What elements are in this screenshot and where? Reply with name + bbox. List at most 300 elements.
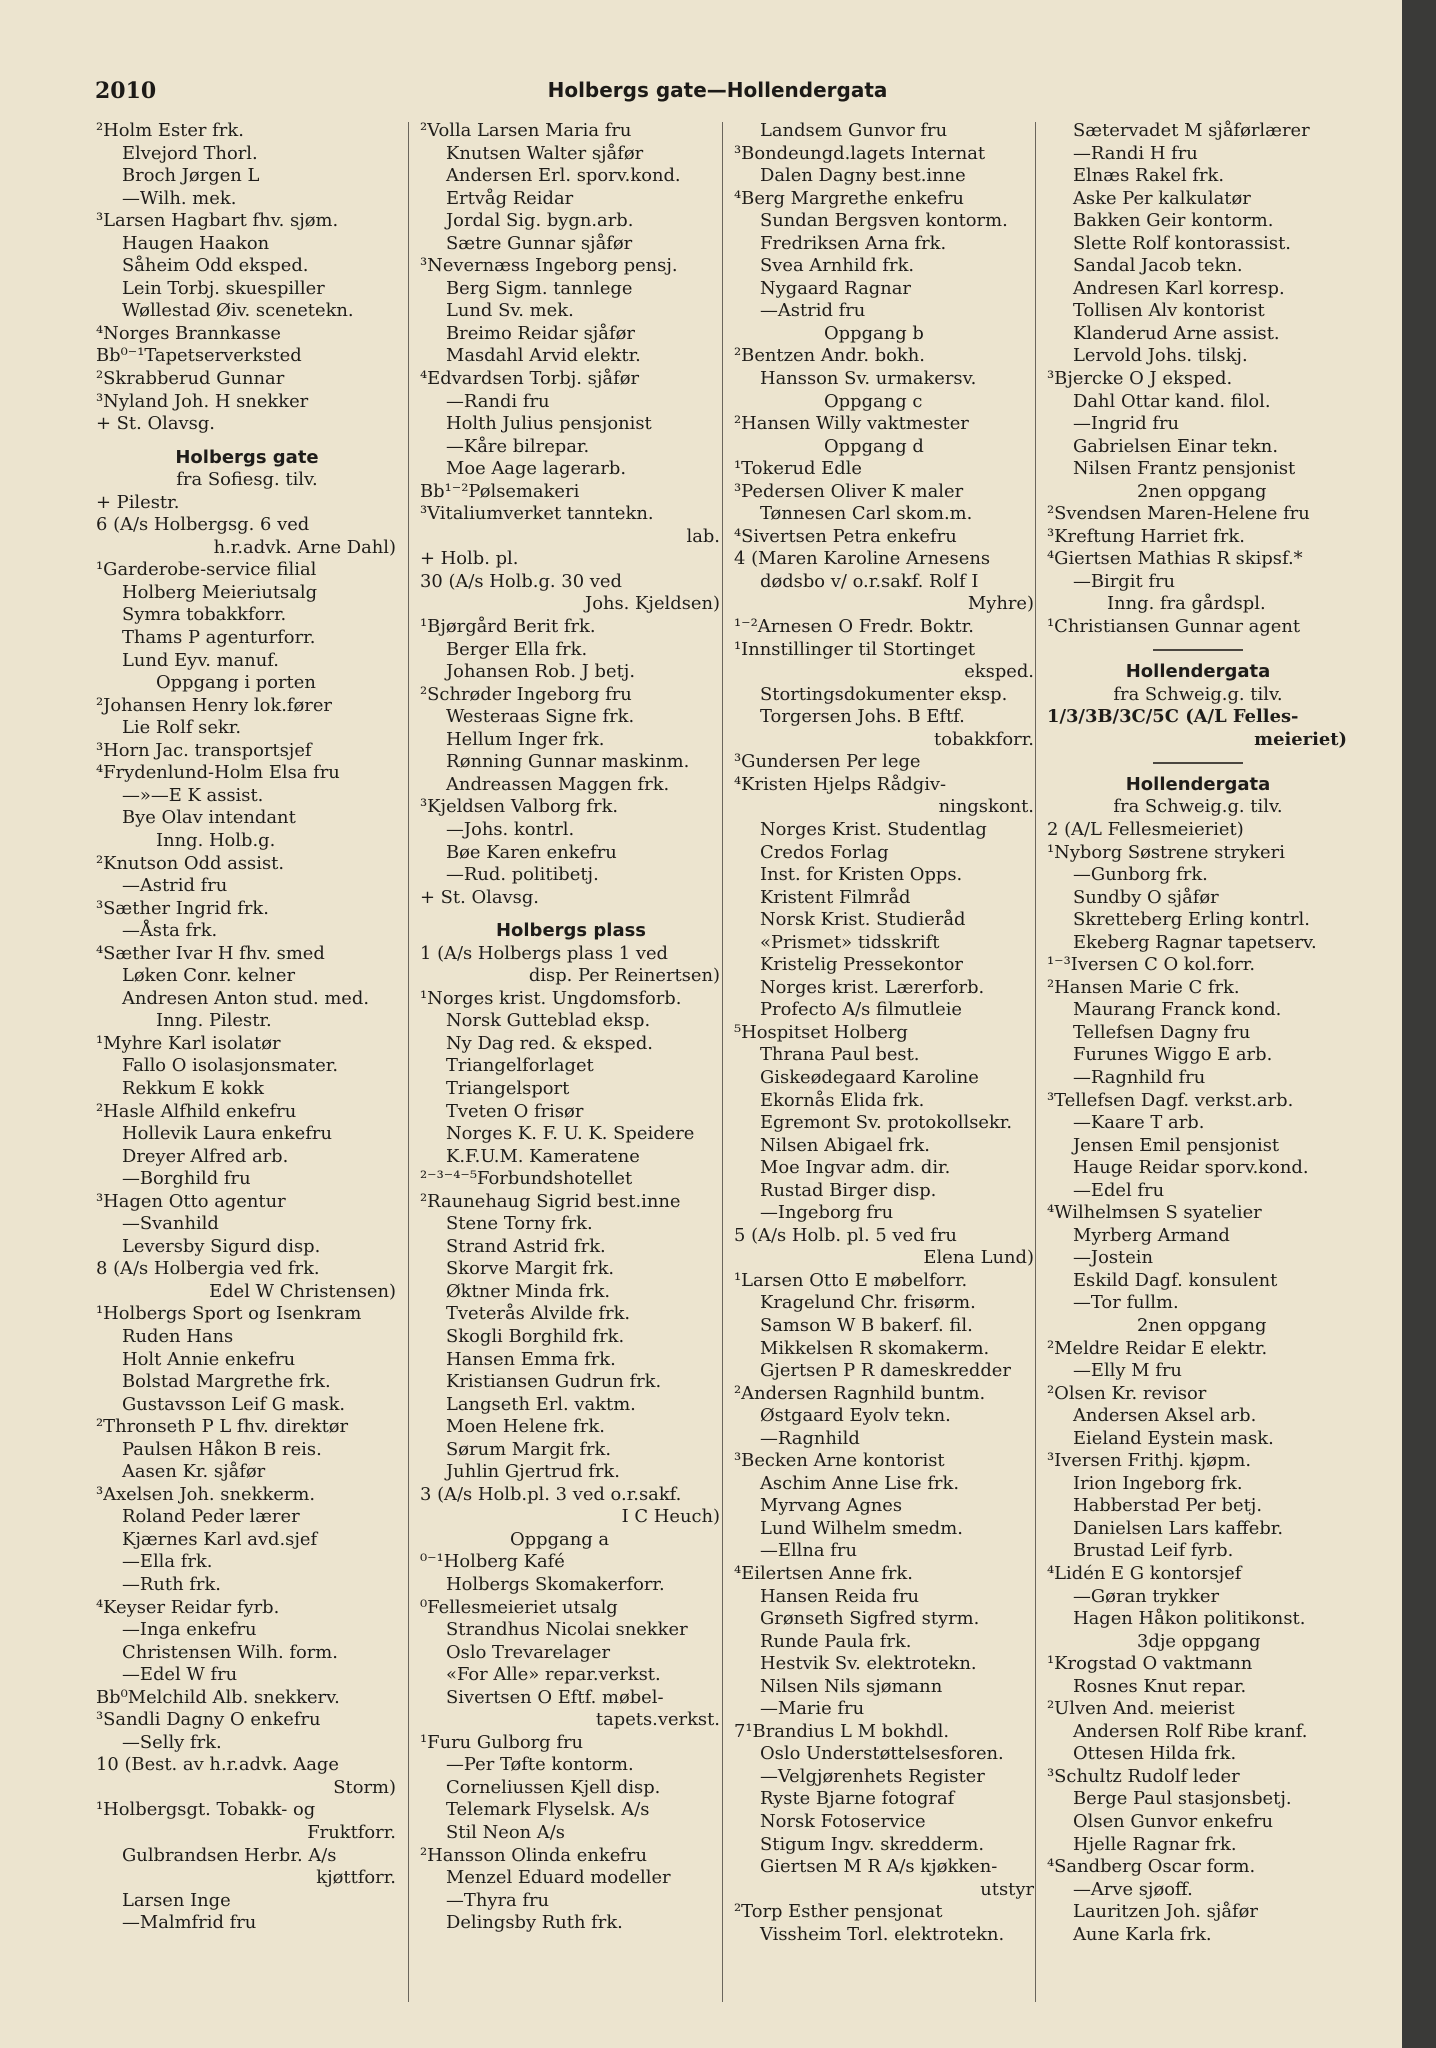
directory-entry: —Edel fru xyxy=(1073,1179,1165,1201)
directory-entry: Sundan Bergsven kontorm. xyxy=(760,210,1008,232)
directory-entry: fra Schweig.g. tilv. xyxy=(1113,683,1283,705)
directory-entry: Breimo Reidar sjåfør xyxy=(446,322,635,344)
directory-entry: Bb¹⁻²Pølsemakeri xyxy=(420,480,580,502)
directory-entry: ²Knutson Odd assist. xyxy=(96,852,285,874)
directory-entry: Brustad Leif fyrb. xyxy=(1073,1540,1234,1562)
directory-entry: Kristent Filmråd xyxy=(760,886,911,908)
directory-entry: ¹⁻²Arnesen O Fredr. Boktr. xyxy=(734,616,974,638)
directory-entry: —Ingrid fru xyxy=(1073,413,1180,435)
directory-entry: ³Bondeungd.lagets Internat xyxy=(734,142,986,164)
directory-entry: Kjærnes Karl avd.sjef xyxy=(122,1528,318,1550)
directory-entry: Oppgang i porten xyxy=(156,672,316,694)
directory-entry: —Svanhild xyxy=(122,1213,219,1235)
directory-entry: —Birgit fru xyxy=(1073,570,1176,592)
directory-entry: Lund Wilhelm smedm. xyxy=(760,1517,963,1539)
street-heading: Holbergs plass xyxy=(495,920,647,942)
directory-entry: Vissheim Torl. elektrotekn. xyxy=(760,1923,1005,1945)
directory-entry: Gustavsson Leif G mask. xyxy=(122,1393,346,1415)
directory-entry: ¹⁻³Iversen C O kol.forr. xyxy=(1047,954,1256,976)
directory-entry: Ottesen Hilda frk. xyxy=(1073,1743,1237,1765)
directory-entry: tapets.verkst. xyxy=(595,1709,720,1731)
directory-entry: Knutsen Walter sjåfør xyxy=(446,142,644,164)
directory-entry: Sørum Margit frk. xyxy=(446,1438,612,1460)
directory-entry: Symra tobakkforr. xyxy=(122,604,287,626)
directory-entry: Andersen Aksel arb. xyxy=(1073,1405,1257,1427)
directory-entry: Westeraas Signe frk. xyxy=(446,706,635,728)
directory-entry: Nilsen Frantz pensjonist xyxy=(1073,458,1296,480)
directory-entry: ²Hasle Alfhild enkefru xyxy=(96,1100,297,1122)
directory-entry: Tollisen Alv kontorist xyxy=(1073,300,1265,322)
directory-entry: ³Becken Arne kontorist xyxy=(734,1450,945,1472)
directory-entry: ³Nyland Joh. H snekker xyxy=(96,390,309,412)
directory-entry: ¹Krogstad O vaktmann xyxy=(1047,1653,1253,1675)
column-4 xyxy=(1047,120,1349,1946)
directory-entry: ²Thronseth P L fhv. direktør xyxy=(96,1416,349,1438)
directory-entry: ¹Christiansen Gunnar agent xyxy=(1047,616,1301,638)
directory-entry: ⁴Sivertsen Petra enkefru xyxy=(734,525,957,547)
directory-entry: ²Ulven And. meierist xyxy=(1047,1698,1235,1720)
directory-entry: Eskild Dagf. konsulent xyxy=(1073,1269,1278,1291)
directory-entry: Oppgang d xyxy=(824,435,924,457)
directory-entry: ²Svendsen Maren-Helene fru xyxy=(1047,503,1310,525)
directory-entry: Maurang Franck kond. xyxy=(1073,999,1282,1021)
directory-entry: Norges krist. Lærerforb. xyxy=(760,976,985,998)
directory-entry: —Astrid fru xyxy=(122,875,228,897)
directory-entry: —Kåre bilrepar. xyxy=(446,435,590,457)
directory-entry: ¹Holbergsgt. Tobakk- og xyxy=(96,1799,316,1821)
directory-entry: Lund Sv. mek. xyxy=(446,300,574,322)
directory-entry: Skretteberg Erling kontrl. xyxy=(1073,909,1310,931)
directory-entry: Triangelsport xyxy=(446,1077,570,1099)
directory-entry: Larsen Inge xyxy=(122,1889,231,1911)
directory-entry: ²Hansson Olinda enkefru xyxy=(420,1844,647,1866)
directory-entry: Johansen Rob. J betj. xyxy=(446,661,636,683)
directory-entry: ³Horn Jac. transportsjef xyxy=(96,739,312,761)
directory-entry: 10 (Best. av h.r.advk. Aage xyxy=(96,1754,339,1776)
directory-entry: Bakken Geir kontorm. xyxy=(1073,210,1274,232)
directory-entry: ³Schultz Rudolf leder xyxy=(1047,1765,1240,1787)
directory-entry: —Ingeborg fru xyxy=(760,1202,894,1224)
directory-entry: Ekeberg Ragnar tapetserv. xyxy=(1073,931,1317,953)
directory-entry: lab. xyxy=(686,525,720,547)
directory-entry: 3dje oppgang xyxy=(1137,1630,1261,1652)
directory-entry: Oslo Trevarelager xyxy=(446,1641,610,1663)
directory-entry: Andreassen Maggen frk. xyxy=(446,773,670,795)
directory-entry: Nilsen Nils sjømann xyxy=(760,1675,943,1697)
directory-entry: Andresen Anton stud. med. xyxy=(122,987,370,1009)
directory-entry: ¹Nyborg Søstrene strykeri xyxy=(1047,841,1285,863)
directory-entry: ²Meldre Reidar E elektr. xyxy=(1047,1337,1268,1359)
directory-entry: Andresen Karl korresp. xyxy=(1073,277,1285,299)
directory-entry: ³Nevernæss Ingeborg pensj. xyxy=(420,255,678,277)
directory-entry: Jordal Sig. bygn.arb. xyxy=(446,210,634,232)
directory-entry: Holbergs Skomakerforr. xyxy=(446,1574,665,1595)
directory-entry: Eieland Eystein mask. xyxy=(1073,1427,1274,1449)
directory-entry: Moe Aage lagerarb. xyxy=(446,458,627,480)
directory-entry: ³Iversen Frithj. kjøpm. xyxy=(1047,1450,1252,1472)
directory-entry: 2nen oppgang xyxy=(1137,1314,1267,1336)
directory-entry: Andersen Rolf Ribe kranf. xyxy=(1073,1720,1308,1742)
directory-entry: Norges Krist. Studentlag xyxy=(760,818,987,840)
directory-entry: ²Olsen Kr. revisor xyxy=(1047,1382,1207,1404)
directory-entry: ¹Myhre Karl isolatør xyxy=(96,1032,281,1054)
directory-entry: ³Bjercke O J eksped. xyxy=(1047,368,1233,390)
directory-entry: —Ragnhild xyxy=(760,1427,860,1449)
directory-entry: Berger Ella frk. xyxy=(446,638,588,660)
directory-entry: dødsbo v/ o.r.sakf. Rolf I xyxy=(760,570,979,592)
directory-entry: Aasen Kr. sjåfør xyxy=(122,1461,266,1483)
directory-entry: —Wilh. mek. xyxy=(122,187,237,209)
directory-entry: Hansson Sv. urmakersv. xyxy=(760,368,977,390)
directory-entry: disp. Per Reinertsen) xyxy=(528,965,720,987)
directory-entry: Delingsby Ruth frk. xyxy=(446,1912,623,1934)
directory-entry: —Malmfrid fru xyxy=(122,1912,257,1934)
directory-entry: ³Kreftung Harriet frk. xyxy=(1047,525,1245,547)
page-header xyxy=(95,78,1340,108)
directory-entry: Holth Julius pensjonist xyxy=(446,413,652,435)
directory-entry: Inng. fra gårdspl. xyxy=(1107,593,1266,615)
directory-entry: Johs. Kjeldsen) xyxy=(585,593,720,615)
directory-entry: I C Heuch) xyxy=(621,1506,720,1528)
directory-entry: Kragelund Chr. frisørm. xyxy=(760,1292,976,1314)
directory-entry: —Kaare T arb. xyxy=(1073,1112,1205,1134)
directory-entry: ²Johansen Henry lok.fører xyxy=(96,694,332,716)
directory-entry: Ekornås Elida frk. xyxy=(760,1089,925,1111)
directory-entry: Aschim Anne Lise frk. xyxy=(760,1472,960,1494)
directory-entry: Bøe Karen enkefru xyxy=(446,841,617,863)
directory-entry: Skogli Borghild frk. xyxy=(446,1325,625,1347)
directory-entry: Oslo Understøttelsesforen. xyxy=(760,1743,1004,1765)
directory-entry: 3 (A/s Holb.pl. 3 ved o.r.sakf. xyxy=(420,1483,682,1505)
directory-entry: Sætervadet M sjåførlærer xyxy=(1073,120,1310,141)
street-heading: Hollendergata xyxy=(1125,661,1271,683)
directory-entry: Løken Conr. kelner xyxy=(122,965,296,987)
directory-entry: Hjelle Ragnar frk. xyxy=(1073,1833,1237,1855)
directory-entry: Moe Ingvar adm. dir. xyxy=(760,1157,951,1179)
directory-entry: Hestvik Sv. elektrotekn. xyxy=(760,1653,977,1675)
directory-entry: Hansen Emma frk. xyxy=(446,1348,616,1370)
directory-entry: 5 (A/s Holb. pl. 5 ved fru xyxy=(734,1224,957,1246)
directory-entry: Elnæs Rakel frk. xyxy=(1073,165,1225,187)
directory-entry: Habberstad Per betj. xyxy=(1073,1495,1263,1517)
directory-entry: Moen Helene frk. xyxy=(446,1416,605,1438)
directory-entry: Leversby Sigurd disp. xyxy=(122,1235,321,1257)
directory-entry: Furunes Wiggo E arb. xyxy=(1073,1044,1273,1066)
directory-entry: Bolstad Margrethe frk. xyxy=(122,1371,331,1393)
spacer xyxy=(96,436,398,447)
directory-entry: Hellum Inger frk. xyxy=(446,728,605,750)
directory-entry: ³Tellefsen Dagf. verkst.arb. xyxy=(1047,1089,1294,1111)
directory-entry: Norsk Fotoservice xyxy=(760,1811,926,1833)
directory-entry: —Velgjørenhets Register xyxy=(760,1765,985,1787)
directory-entry: Nygaard Ragnar xyxy=(760,277,911,299)
directory-entry: Elvejord Thorl. xyxy=(122,142,258,164)
directory-entry: Tveten O frisør xyxy=(446,1100,584,1122)
directory-entry: Thams P agenturforr. xyxy=(122,627,316,649)
directory-entry: Rosnes Knut repar. xyxy=(1073,1675,1247,1697)
directory-entry: Myrberg Armand xyxy=(1073,1224,1230,1246)
directory-entry: Broch Jørgen L xyxy=(122,165,260,187)
directory-entry: Tønnesen Carl skom.m. xyxy=(760,503,973,525)
directory-entry: ²Hansen Willy vaktmester xyxy=(734,413,969,435)
directory-entry: ⁴Norges Brannkasse xyxy=(96,322,281,344)
directory-entry: Dahl Ottar kand. filol. xyxy=(1073,390,1271,412)
directory-entry: 2 (A/L Fellesmeieriet) xyxy=(1047,818,1244,840)
directory-entry: —Ella frk. xyxy=(122,1551,213,1573)
directory-entry: Oppgang c xyxy=(824,390,923,412)
directory-entry: Langseth Erl. vaktm. xyxy=(446,1393,636,1415)
directory-entry: ⁴Lidén E G kontorsjef xyxy=(1047,1563,1242,1584)
directory-entry: ⁴Berg Margrethe enkefru xyxy=(734,187,964,209)
directory-entry: Andersen Erl. sporv.kond. xyxy=(446,165,681,187)
directory-entry: —Ellna fru xyxy=(760,1540,857,1562)
directory-entry: ³Vitaliumverket tanntekn. xyxy=(420,503,654,525)
directory-entry: —Astrid fru xyxy=(760,300,866,322)
directory-entry: Fredriksen Arna frk. xyxy=(760,232,947,254)
directory-entry: ⁴Giertsen Mathias R skipsf.* xyxy=(1047,548,1303,570)
directory-entry: Myhre) xyxy=(967,593,1034,615)
directory-entry: Lie Rolf sekr. xyxy=(122,717,242,739)
directory-entry: + Holb. pl. xyxy=(420,548,519,570)
directory-entry: —Marie fru xyxy=(760,1698,865,1720)
directory-entry: Wøllestad Øiv. scenetekn. xyxy=(122,300,354,322)
directory-entry: Strandhus Nicolai snekker xyxy=(446,1619,688,1641)
directory-entry: —Thyra fru xyxy=(446,1889,550,1911)
directory-entry: Oppgang b xyxy=(824,322,924,344)
directory-entry: —Jostein xyxy=(1073,1247,1154,1269)
directory-entry: Slette Rolf kontorassist. xyxy=(1073,232,1291,254)
directory-entry: Berge Paul stasjonsbetj. xyxy=(1073,1788,1292,1810)
directory-entry: Corneliussen Kjell disp. xyxy=(446,1776,661,1798)
directory-entry: ⁴Sandberg Oscar form. xyxy=(1047,1856,1256,1878)
directory-entry: —Edel W fru xyxy=(122,1664,238,1686)
directory-entry: Hagen Håkon politikonst. xyxy=(1073,1608,1306,1630)
directory-entry: Thrana Paul best. xyxy=(760,1044,920,1066)
directory-entry: —Tor fullm. xyxy=(1073,1292,1179,1314)
directory-entry: —Ruth frk. xyxy=(122,1574,221,1595)
section-separator xyxy=(1047,639,1349,662)
directory-entry: ⁴Eilertsen Anne frk. xyxy=(734,1563,913,1584)
directory-entry: ¹Norges krist. Ungdomsforb. xyxy=(420,987,682,1009)
directory-entry: Fallo O isolasjonsmater. xyxy=(122,1055,339,1077)
directory-entry: Grønseth Sigfred styrm. xyxy=(760,1608,980,1630)
directory-entry: ³Hagen Otto agentur xyxy=(96,1190,286,1212)
directory-entry: Mikkelsen R skomakerm. xyxy=(760,1337,990,1359)
directory-entry: Profecto A/s filmutleie xyxy=(760,999,963,1021)
directory-entry: Haugen Haakon xyxy=(122,232,270,254)
directory-entry: ³Axelsen Joh. snekkerm. xyxy=(96,1483,316,1505)
directory-entry: Norges K. F. U. K. Speidere xyxy=(446,1123,695,1145)
directory-entry: Tellefsen Dagny fru xyxy=(1073,1021,1251,1043)
directory-entry: —Gøran trykker xyxy=(1073,1585,1220,1607)
directory-entry: ¹Bjørgård Berit frk. xyxy=(420,616,596,638)
directory-entry: —Johs. kontrl. xyxy=(446,818,575,840)
directory-entry: —»—E K assist. xyxy=(122,784,264,806)
directory-entry: 4 (Maren Karoline Arnesens xyxy=(734,548,991,570)
directory-entry: ¹Furu Gulborg fru xyxy=(420,1731,584,1753)
directory-entry: 6 (A/s Holbergsg. 6 ved xyxy=(96,514,310,536)
directory-entry: —Inga enkefru xyxy=(122,1619,257,1641)
directory-entry: ²Bentzen Andr. bokh. xyxy=(734,345,925,367)
directory-entry: Gjertsen P R dameskredder xyxy=(760,1360,1011,1382)
directory-entry: Elena Lund) xyxy=(923,1247,1034,1269)
directory-entry: 2nen oppgang xyxy=(1137,480,1267,502)
directory-entry: meieriet) xyxy=(1254,728,1347,750)
directory-entry: ⁴Frydenlund-Holm Elsa fru xyxy=(96,762,340,784)
directory-entry: Rekkum E kokk xyxy=(122,1077,264,1099)
directory-entry: ³Pedersen Oliver K maler xyxy=(734,480,964,502)
column-1 xyxy=(96,120,398,1935)
directory-entry: Fruktforr. xyxy=(307,1822,396,1844)
directory-entry: —Borghild fru xyxy=(122,1168,251,1190)
directory-entry: Olsen Gunvor enkefru xyxy=(1073,1811,1274,1833)
directory-entry: Menzel Eduard modeller xyxy=(446,1867,671,1889)
directory-entry: ⁰Fellesmeieriet utsalg xyxy=(420,1596,618,1618)
directory-entry: Såheim Odd eksped. xyxy=(122,255,309,277)
directory-entry: Øktner Minda frk. xyxy=(446,1280,611,1302)
page-title: Holbergs gate—Hollendergata xyxy=(547,78,888,102)
directory-entry: Rustad Birger disp. xyxy=(760,1179,937,1201)
directory-entry: Irion Ingeborg frk. xyxy=(1073,1472,1243,1494)
directory-entry: Danielsen Lars kaffebr. xyxy=(1073,1517,1284,1539)
directory-entry: —Arve sjøoff. xyxy=(1073,1878,1193,1900)
directory-entry: 7¹Brandius L M bokhdl. xyxy=(734,1720,950,1742)
directory-entry: 1 (A/s Holbergs plass 1 ved xyxy=(420,942,668,964)
directory-entry: Ryste Bjarne fotograf xyxy=(760,1788,955,1810)
directory-entry: Oppgang a xyxy=(510,1528,610,1550)
directory-entry: kjøttforr. xyxy=(316,1867,396,1889)
directory-entry: ²Skrabberud Gunnar xyxy=(96,368,285,390)
directory-entry: utstyr xyxy=(980,1878,1034,1900)
directory-entry: «For Alle» repar.verkst. xyxy=(446,1664,661,1686)
directory-entry: Telemark Flyselsk. A/s xyxy=(446,1799,650,1821)
directory-entry: ¹Garderobe-service filial xyxy=(96,559,317,581)
column-divider xyxy=(722,122,723,2002)
directory-entry: fra Schweig.g. tilv. xyxy=(1113,796,1283,818)
column-divider xyxy=(408,122,409,2002)
directory-entry: Skorve Margit frk. xyxy=(446,1258,615,1280)
street-heading: Hollendergata xyxy=(1125,773,1271,795)
directory-entry: ¹Innstillinger til Stortinget xyxy=(734,638,976,660)
directory-entry: Kristelig Pressekontor xyxy=(760,954,963,976)
directory-entry: Sundby O sjåfør xyxy=(1073,886,1219,908)
directory-entry: tobakkforr. xyxy=(934,728,1034,750)
directory-entry: Inst. for Kristen Opps. xyxy=(760,864,963,886)
directory-entry: Strand Astrid frk. xyxy=(446,1235,606,1257)
directory-entry: ²Schrøder Ingeborg fru xyxy=(420,683,632,705)
directory-entry: ²Andersen Ragnhild buntm. xyxy=(734,1382,986,1404)
directory-entry: Østgaard Eyolv tekn. xyxy=(760,1405,951,1427)
directory-entry: K.F.U.M. Kameratene xyxy=(446,1145,640,1167)
directory-entry: Holberg Meieriutsalg xyxy=(122,581,318,603)
directory-entry: Inng. Pilestr. xyxy=(156,1010,272,1032)
directory-entry: Myrvang Agnes xyxy=(760,1495,903,1517)
directory-entry: ¹Larsen Otto E møbelforr. xyxy=(734,1269,968,1291)
directory-entry: Stigum Ingv. skredderm. xyxy=(760,1833,985,1855)
directory-entry: Landsem Gunvor fru xyxy=(760,120,948,141)
directory-entry: Hollevik Laura enkefru xyxy=(122,1123,332,1145)
directory-entry: Stene Torny frk. xyxy=(446,1213,593,1235)
directory-entry: ⁴Sæther Ivar H fhv. smed xyxy=(96,942,325,964)
directory-entry: Bye Olav intendant xyxy=(122,807,296,829)
directory-entry: ²Volla Larsen Maria fru xyxy=(420,120,632,141)
directory-entry: ³Larsen Hagbart fhv. sjøm. xyxy=(96,210,339,232)
directory-entry: Sivertsen O Eftf. møbel- xyxy=(446,1686,664,1708)
directory-entry: Giertsen M R A/s kjøkken- xyxy=(760,1856,998,1878)
directory-entry: Stortingsdokumenter eksp. xyxy=(760,683,1008,705)
directory-entry: ³Kjeldsen Valborg frk. xyxy=(420,796,619,818)
directory-entry: Aune Karla frk. xyxy=(1073,1923,1212,1945)
directory-entry: Svea Arnhild frk. xyxy=(760,255,915,277)
directory-entry: «Prismet» tidsskrift xyxy=(760,931,940,953)
directory-entry: ⁴Kristen Hjelps Rådgiv- xyxy=(734,773,947,795)
directory-entry: + Pilestr. xyxy=(96,491,180,513)
directory-entry: ²Hansen Marie C frk. xyxy=(1047,976,1240,998)
directory-entry: Jensen Emil pensjonist xyxy=(1073,1134,1280,1156)
directory-entry: ²Holm Ester frk. xyxy=(96,120,244,141)
directory-entry: Rønning Gunnar maskinm. xyxy=(446,751,690,773)
directory-entry: ⁴Wilhelmsen S syatelier xyxy=(1047,1202,1262,1224)
page-number: 2010 xyxy=(95,78,157,104)
directory-entry: Gulbrandsen Herbr. A/s xyxy=(122,1844,337,1866)
directory-entry: —Selly frk. xyxy=(122,1731,222,1753)
directory-entry: Egremont Sv. protokollsekr. xyxy=(760,1112,1013,1134)
directory-entry: Ertvåg Reidar xyxy=(446,187,574,209)
directory-entry: —Randi H fru xyxy=(1073,142,1198,164)
directory-entry: Hansen Reida fru xyxy=(760,1585,920,1607)
directory-entry: Tveterås Alvilde frk. xyxy=(446,1303,631,1325)
directory-entry: ³Gundersen Per lege xyxy=(734,751,921,773)
directory-entry: 1/3/3B/3C/5C (A/L Felles- xyxy=(1047,706,1299,728)
directory-entry: Roland Peder lærer xyxy=(122,1506,300,1528)
directory-entry: Klanderud Arne assist. xyxy=(1073,322,1280,344)
directory-entry: —Gunborg frk. xyxy=(1073,864,1208,886)
directory-entry: Norsk Krist. Studieråd xyxy=(760,909,966,931)
directory-entry: Bb⁰Melchild Alb. snekkerv. xyxy=(96,1686,340,1708)
directory-entry: Berg Sigm. tannlege xyxy=(446,277,633,299)
directory-entry: —Åsta frk. xyxy=(122,920,218,942)
directory-entry: ²⁻³⁻⁴⁻⁵Forbundshotellet xyxy=(420,1168,633,1190)
directory-entry: Holt Annie enkefru xyxy=(122,1348,296,1370)
directory-entry: ningskont. xyxy=(938,796,1034,818)
spacer xyxy=(420,909,722,920)
directory-entry: ⁰⁻¹Holberg Kafé xyxy=(420,1551,565,1573)
directory-entry: ¹Tokerud Edle xyxy=(734,458,862,480)
directory-entry: Nilsen Abigael frk. xyxy=(760,1134,930,1156)
directory-entry: ²Raunehaug Sigrid best.inne xyxy=(420,1190,681,1212)
section-separator xyxy=(1047,751,1349,774)
directory-entry: Dalen Dagny best.inne xyxy=(760,165,966,187)
directory-entry: 8 (A/s Holbergia ved frk. xyxy=(96,1258,320,1280)
directory-entry: fra Sofiesg. tilv. xyxy=(176,469,318,491)
directory-entry: Triangelforlaget xyxy=(446,1055,594,1077)
directory-entry: —Elly M fru xyxy=(1073,1360,1182,1382)
directory-entry: Lauritzen Joh. sjåfør xyxy=(1073,1901,1258,1923)
directory-entry: + St. Olavsg. xyxy=(96,413,215,435)
directory-entry: Inng. Holb.g. xyxy=(156,829,276,851)
directory-entry: Sætre Gunnar sjåfør xyxy=(446,232,633,254)
directory-entry: Lein Torbj. skuespiller xyxy=(122,277,325,299)
directory-entry: Hauge Reidar sporv.kond. xyxy=(1073,1157,1309,1179)
directory-entry: Samson W B bakerf. fil. xyxy=(760,1314,973,1336)
directory-entry: eksped. xyxy=(964,661,1034,683)
directory-entry: ³Sandli Dagny O enkefru xyxy=(96,1709,321,1731)
directory-entry: Runde Paula frk. xyxy=(760,1630,912,1652)
directory-entry: Christensen Wilh. form. xyxy=(122,1641,338,1663)
directory-entry: Bb⁰⁻¹Tapetserverksted xyxy=(96,345,302,367)
directory-entry: —Ragnhild fru xyxy=(1073,1066,1206,1088)
column-3 xyxy=(734,120,1036,1946)
